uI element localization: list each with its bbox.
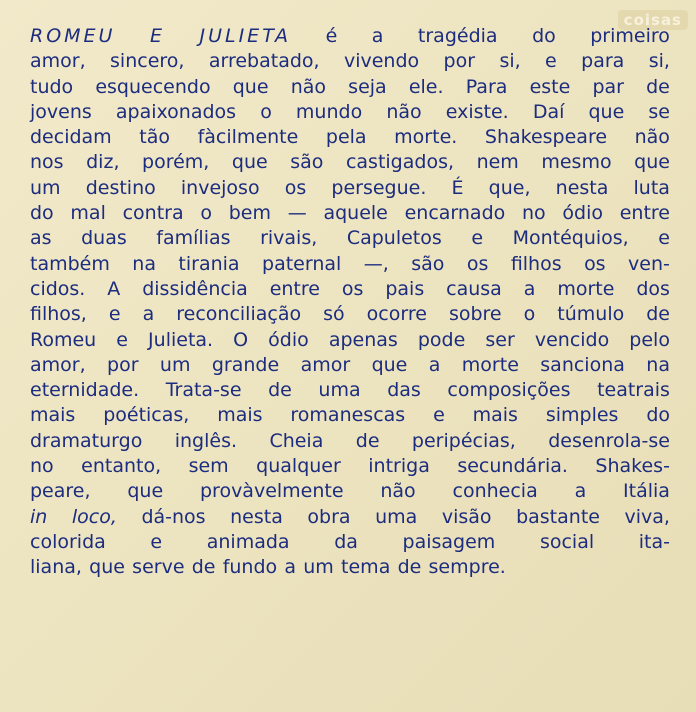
word: Trata-se	[165, 379, 242, 402]
word: Cheia	[269, 429, 324, 452]
word: É	[451, 176, 464, 199]
word: que	[232, 75, 269, 98]
word: ROMEU	[30, 25, 116, 47]
word: Shakes-	[595, 455, 670, 478]
word: reconciliação	[176, 303, 302, 326]
word: ele.	[408, 75, 444, 98]
word: ódio	[268, 328, 309, 351]
word: mal	[70, 202, 106, 225]
word: Daí	[532, 100, 565, 123]
word: do	[532, 25, 556, 47]
word: luta	[633, 176, 670, 199]
word: entanto,	[81, 455, 162, 478]
word: que	[588, 100, 625, 123]
word: pode	[417, 328, 466, 351]
word: os	[584, 252, 606, 275]
word: não	[386, 100, 422, 123]
word: entre	[619, 202, 670, 225]
word: tirania	[178, 252, 240, 275]
word: o	[260, 100, 272, 123]
word: uma	[318, 379, 361, 402]
word: bem	[228, 202, 271, 225]
body-text	[30, 24, 670, 581]
word: não	[290, 75, 327, 98]
word: loco,	[71, 505, 117, 528]
word: social	[539, 530, 595, 553]
word: causa	[446, 277, 502, 300]
text-line	[30, 100, 670, 125]
word: secundária.	[457, 455, 568, 478]
word: si,	[648, 50, 670, 73]
word: no	[30, 455, 54, 478]
word: também	[30, 252, 110, 275]
word: que	[127, 480, 164, 503]
word: e	[471, 227, 484, 250]
text-line	[30, 201, 670, 226]
word: arrebatado,	[208, 50, 320, 73]
word: A	[107, 277, 121, 300]
word: de	[191, 556, 216, 579]
word: do	[646, 404, 670, 427]
word: composições	[447, 379, 571, 402]
word: um	[159, 353, 191, 376]
word: vivendo	[343, 50, 420, 73]
word: de	[268, 379, 292, 402]
text-line	[30, 150, 670, 175]
text-line	[30, 479, 670, 504]
word: liana,	[30, 556, 82, 579]
word: filhos,	[30, 303, 87, 326]
word: dos	[636, 277, 670, 300]
word: conhecia	[452, 480, 538, 503]
word: Julieta.	[148, 328, 214, 351]
word: se	[648, 100, 670, 123]
word: Itália	[623, 480, 670, 503]
word: só	[323, 303, 345, 326]
word: que	[371, 353, 408, 376]
text-line	[30, 378, 670, 403]
word: qualquer	[256, 455, 341, 478]
word: ser	[485, 328, 515, 351]
word: castigados,	[345, 151, 455, 174]
word: a	[371, 25, 384, 47]
word: sobre	[448, 303, 502, 326]
word: não	[634, 126, 670, 149]
word: animada	[206, 530, 290, 553]
word: JULIETA	[199, 25, 292, 47]
word: a	[574, 480, 587, 503]
word: inglês.	[174, 429, 238, 452]
text-line	[30, 24, 670, 49]
word: fàcilmente	[197, 126, 299, 149]
word: visão	[441, 505, 492, 528]
word: Shakespeare	[484, 126, 608, 149]
word: mesmo	[541, 151, 612, 174]
word: e	[658, 227, 670, 250]
word: fundo	[222, 556, 278, 579]
word: ven-	[628, 252, 670, 275]
word: de	[646, 75, 670, 98]
word: na	[646, 353, 670, 376]
word: os	[341, 277, 364, 300]
word: romanescas	[290, 404, 406, 427]
word: o	[200, 202, 212, 225]
word: que,	[488, 176, 531, 199]
text-line	[30, 505, 670, 530]
word: morte	[461, 353, 519, 376]
word: si,	[499, 50, 521, 73]
word: esquecendo	[95, 75, 211, 98]
word: amor,	[30, 50, 86, 73]
text-line	[30, 353, 670, 378]
word: dramaturgo	[30, 429, 143, 452]
word: invejoso	[180, 176, 260, 199]
word: entre	[269, 277, 320, 300]
word: e	[150, 530, 163, 553]
word: sem	[188, 455, 229, 478]
word: simples	[545, 404, 619, 427]
watermark-logo: coisas	[618, 10, 688, 30]
text-line	[30, 49, 670, 74]
word: uma	[375, 505, 418, 528]
word: par	[592, 75, 624, 98]
word: encarnado	[404, 202, 506, 225]
text-line	[30, 454, 670, 479]
text-line	[30, 75, 670, 100]
word: são	[411, 252, 445, 275]
word: amor,	[30, 353, 86, 376]
word: um	[303, 556, 334, 579]
word: as	[30, 227, 52, 250]
word: teatrais	[597, 379, 670, 402]
word: e	[108, 303, 121, 326]
word: pais	[385, 277, 425, 300]
word: peripécias,	[411, 429, 516, 452]
word: a	[142, 303, 155, 326]
text-line	[30, 403, 670, 428]
word: seja	[348, 75, 387, 98]
word: Montéquios,	[512, 227, 629, 250]
word: nesta	[230, 505, 283, 528]
word: porém,	[142, 151, 210, 174]
text-line	[30, 302, 670, 327]
word: do	[30, 202, 54, 225]
word: dá-nos	[141, 505, 206, 528]
word: diz,	[86, 151, 120, 174]
word: por	[107, 353, 139, 376]
word: nos	[30, 151, 64, 174]
word: filhos	[510, 252, 562, 275]
word: mundo	[295, 100, 363, 123]
word: o	[523, 303, 536, 326]
word: paternal	[262, 252, 342, 275]
word: aquele	[323, 202, 388, 225]
text-line	[30, 125, 670, 150]
word: nesta	[555, 176, 609, 199]
word: jovens	[30, 100, 92, 123]
word: grande	[211, 353, 280, 376]
word: apenas	[328, 328, 398, 351]
word: paisagem	[402, 530, 496, 553]
word: que	[231, 151, 268, 174]
word: dissidência	[142, 277, 248, 300]
word: persegue.	[331, 176, 427, 199]
word: desenrola-se	[548, 429, 670, 452]
word: da	[334, 530, 358, 553]
word: ódio	[562, 202, 603, 225]
word: tragédia	[417, 25, 498, 47]
word: a	[284, 556, 297, 579]
word: tudo	[30, 75, 74, 98]
text-line	[30, 530, 670, 555]
word: e	[545, 50, 557, 73]
word: este	[529, 75, 571, 98]
word: decidam	[30, 126, 112, 149]
word: mais	[472, 404, 518, 427]
word: serve	[132, 556, 185, 579]
text-line	[30, 252, 670, 277]
word: bastante	[516, 505, 600, 528]
word: eternidade.	[30, 379, 140, 402]
word: ita-	[638, 530, 670, 553]
text-line	[30, 555, 670, 580]
word: na	[132, 252, 156, 275]
text-line	[30, 429, 670, 454]
word: é	[325, 25, 338, 47]
word: de	[397, 556, 422, 579]
word: para	[581, 50, 625, 73]
word: de	[355, 429, 380, 452]
text-line	[30, 328, 670, 353]
word: morte.	[394, 126, 458, 149]
word: tão	[139, 126, 170, 149]
word: são	[290, 151, 324, 174]
word: os	[466, 252, 489, 275]
word: existe.	[445, 100, 509, 123]
word: contra	[122, 202, 184, 225]
word: poéticas,	[103, 404, 190, 427]
word: ocorre	[366, 303, 427, 326]
word: a	[523, 277, 536, 300]
text-line	[30, 226, 670, 251]
word: sempre.	[428, 556, 506, 579]
word: vencido	[534, 328, 610, 351]
word: —,	[363, 252, 389, 275]
word: no	[522, 202, 546, 225]
word: e	[116, 328, 128, 351]
word: por	[443, 50, 476, 73]
word: das	[387, 379, 421, 402]
text-line	[30, 277, 670, 302]
word: E	[149, 25, 165, 47]
word: apaixonados	[115, 100, 237, 123]
word: O	[233, 328, 249, 351]
word: mais	[217, 404, 263, 427]
word: obra	[307, 505, 351, 528]
word: mais	[30, 404, 76, 427]
word: pela	[325, 126, 367, 149]
word: Capuletos	[346, 227, 442, 250]
word: in	[30, 505, 48, 528]
word: destino	[85, 176, 156, 199]
word: peare,	[30, 480, 91, 503]
word: —	[287, 202, 307, 225]
word: duas	[81, 227, 127, 250]
word: não	[380, 480, 416, 503]
word: Romeu	[30, 328, 97, 351]
word: tema	[341, 556, 391, 579]
word: amor	[300, 353, 351, 376]
word: famílias	[156, 227, 231, 250]
word: sanciona	[540, 353, 625, 376]
word: túmulo	[557, 303, 625, 326]
word: viva,	[624, 505, 670, 528]
word: Para	[465, 75, 508, 98]
word: que	[634, 151, 670, 174]
word: sincero,	[110, 50, 185, 73]
text-line	[30, 176, 670, 201]
word: primeiro	[590, 25, 670, 47]
word: nem	[476, 151, 519, 174]
word: os	[284, 176, 307, 199]
word: rivais,	[260, 227, 318, 250]
word: que	[89, 556, 125, 579]
word: colorida	[30, 530, 106, 553]
word: um	[30, 176, 61, 199]
word: e	[433, 404, 445, 427]
word: pelo	[629, 328, 670, 351]
word: a	[428, 353, 441, 376]
word: cidos.	[30, 277, 86, 300]
word: intriga	[368, 455, 430, 478]
word: de	[646, 303, 670, 326]
word: provàvelmente	[199, 480, 344, 503]
word: morte	[557, 277, 615, 300]
